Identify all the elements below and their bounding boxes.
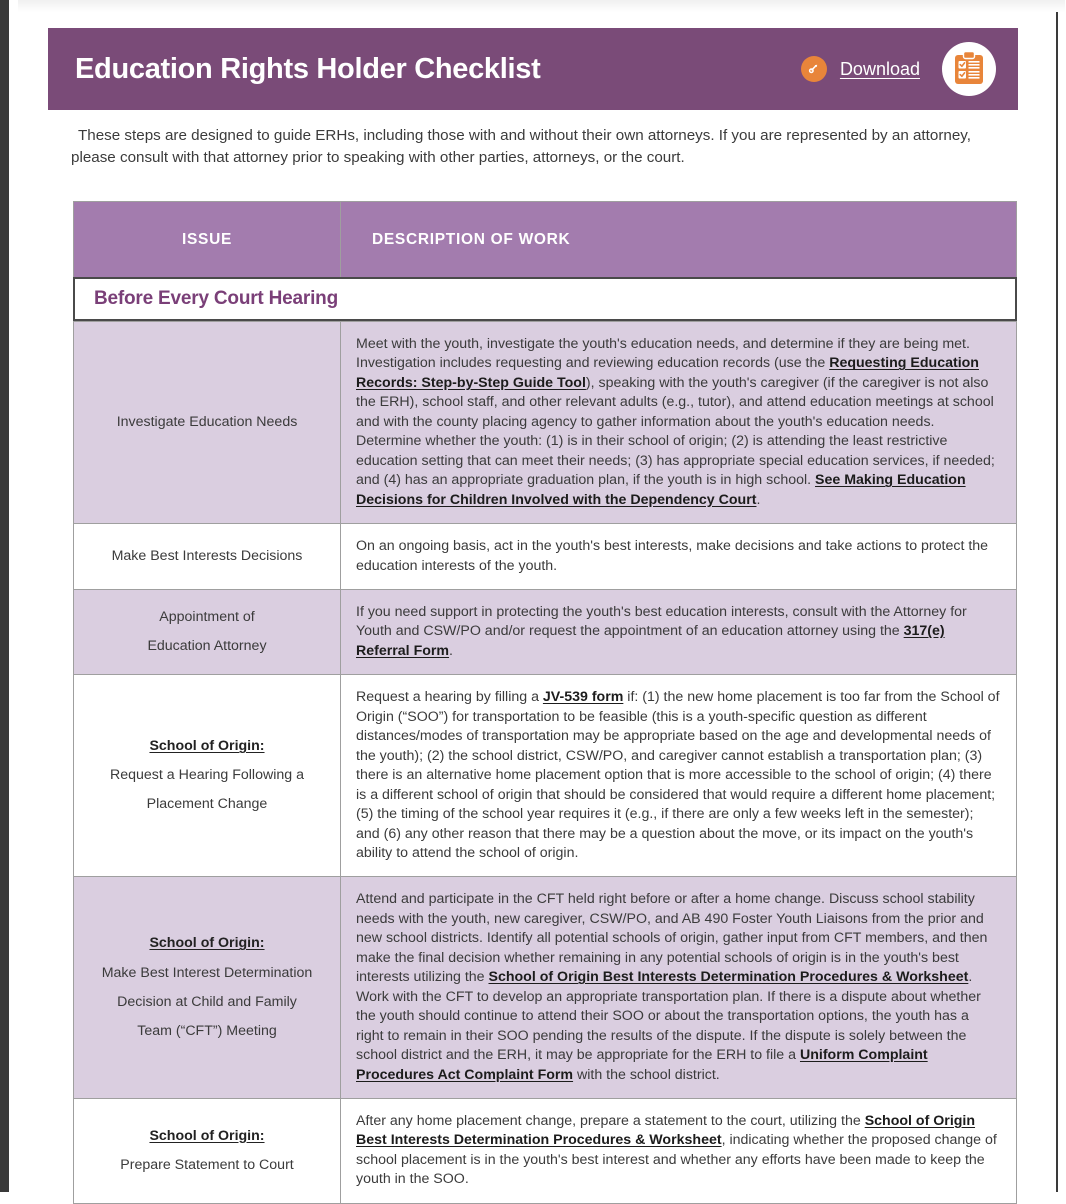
page-title: Education Rights Holder Checklist	[75, 52, 541, 85]
description-link[interactable]: JV-539 form	[542, 689, 624, 706]
cell-issue	[74, 675, 341, 876]
description-link[interactable]: School of Origin Best Interests Determination Procedures & Worksheet	[356, 1112, 976, 1149]
download-button[interactable]	[801, 56, 920, 82]
page-header-banner	[48, 28, 1018, 110]
intro-line-2: by an attorney, please consult with that attorney prior to speaking with other parties, attorneys, or the court.	[71, 127, 971, 167]
description-text: On an ongoing basis, act in the youth's best interests, make decisions and take actions to protect the education interests of the youth.	[356, 538, 989, 574]
table-row	[74, 674, 1016, 876]
issue-line: Team (“CFT”) Meeting	[137, 1022, 277, 1039]
description-link[interactable]: School of Origin Best Interests Determination Procedures & Worksheet	[488, 969, 969, 986]
cell-issue	[74, 877, 341, 1098]
issue-line: Placement Change	[146, 796, 268, 813]
column-header-description: DESCRIPTION OF WORK	[372, 230, 571, 248]
issue-line: School of Origin:	[149, 1127, 265, 1144]
description-text: .	[449, 642, 453, 659]
issue-line: Request a Hearing Following a	[109, 767, 304, 784]
issue-line: Make Best Interests Decisions	[111, 547, 303, 564]
document-page	[9, 0, 1056, 1192]
cell-description	[341, 1099, 1016, 1203]
description-link[interactable]: 317(e) Referral Form	[356, 623, 945, 659]
cell-issue	[74, 524, 341, 589]
description-text: Request a hearing by filling a	[356, 689, 543, 706]
table-row	[74, 321, 1016, 523]
cell-issue	[74, 590, 341, 674]
description-text: . Work with the CFT to develop an appropriate transportation plan. If there is a dispute about whether the youth should continue to attend their SOO or about the transportation options, the youth has a right to remain in their SOO pending the results of the dispute. If the dispute is solely between the school district and the ERH, it may be appropriate for the ERH to file a	[356, 969, 981, 1064]
table-row	[74, 589, 1016, 674]
description-text: Meet with the youth, investigate the youth's education needs, and determine if they are being met. Investigation includes requesting and reviewing education records (use the	[356, 336, 970, 372]
column-header-issue: ISSUE	[74, 202, 341, 277]
description-link[interactable]: Uniform Complaint Procedures Act Complaint Form	[356, 1047, 928, 1083]
cell-issue	[74, 322, 341, 523]
intro-line-1: These steps are designed to guide ERHs, including those with and without their own attorneys. If you are represented	[78, 127, 868, 144]
issue-line: Appointment of	[159, 609, 255, 626]
issue-line: School of Origin:	[149, 738, 265, 755]
description-link[interactable]: See Making Education Decisions for Children Involved with the Dependency Court	[356, 472, 966, 508]
cell-description	[341, 877, 1016, 1098]
description-text: .	[756, 491, 761, 508]
table-section-header	[73, 277, 1017, 321]
issue-line: School of Origin:	[149, 935, 265, 952]
section-title: Before Every Court Hearing	[94, 288, 338, 309]
link-circle-icon	[801, 56, 827, 82]
description-text: ), speaking with the youth's caregiver (if the caregiver is not also the ERH), school staff, and other relevant adults (e.g., tutor), and attend education meetings at school and with the county placing agency to gather information about the youth's education needs. Determine whether the youth: (1) is in their school of origin; (2) is attending the least restrictive education setting that can meet their needs; (3) has appropriate special education services, if needed; and (4) has an appropriate graduation plan, if the youth is in high school.	[356, 374, 995, 489]
issue-line: Prepare Statement to Court	[120, 1156, 294, 1173]
description-text: with the school district.	[573, 1066, 720, 1083]
issue-line: Make Best Interest Determination	[101, 964, 313, 981]
table-row	[74, 523, 1016, 589]
description-text: If you need support in protecting the youth's best education interests, consult with the Attorney for Youth and CSW/PO and/or request the appointment of an education attorney using the	[356, 603, 967, 640]
window-left-edge	[0, 0, 9, 1192]
cell-description	[341, 322, 1016, 523]
intro-paragraph	[71, 125, 1001, 169]
table-header-row	[74, 202, 1016, 277]
description-text: After any home placement change, prepare a statement to the court, utilizing the	[356, 1112, 865, 1129]
issue-line: Decision at Child and Family	[117, 993, 297, 1010]
issue-line: Investigate Education Needs	[116, 413, 298, 430]
checklist-table	[73, 201, 1017, 1204]
table-row	[74, 1098, 1016, 1203]
description-text: if: (1) the new home placement is too far from the School of Origin (“SOO”) for transportation to be feasible (this is a youth-specific question as different distances/modes of transportation may be appropriate based on the age and developmental needs of the youth); (2) the school district, CSW/PO, and caregiver cannot establish a transportation plan; (3) there is an alternative home placement option that is more accessible to the school of origin; (4) there is a different school of origin that should be considered that would require a different home placement; (5) the timing of the school year requires it (e.g., if there are only a few weeks left in the semester); and (6) any other reason that there may be a question about the move, or its impact on the youth's ability to attend the school of origin.	[356, 689, 1000, 861]
clipboard-checklist-icon	[942, 42, 996, 96]
issue-line: Education Attorney	[147, 638, 267, 655]
description-link[interactable]: Requesting Education Records: Step-by-Step Guide Tool	[356, 355, 979, 391]
description-text: , indicating whether the proposed change of school placement is in the youth's best interest and whether any efforts have been made to keep the youth in the SOO.	[356, 1132, 997, 1188]
cell-issue	[74, 1099, 341, 1203]
page-top-gradient	[18, 0, 1065, 12]
table-body	[74, 321, 1016, 1203]
download-label: Download	[839, 58, 920, 79]
cell-description	[341, 524, 1016, 589]
cell-description	[341, 590, 1016, 674]
window-right-scrollbar[interactable]	[1056, 0, 1066, 1192]
cell-description	[341, 675, 1016, 876]
description-text: Attend and participate in the CFT held right before or after a home change. Discuss school stability needs with the youth, new caregiver, CSW/PO, and AB 490 Foster Youth Liaisons from the prior and new school districts. Identify all potential schools of origin, gather input from CFT members, and then make the final decision whether remaining in any potential schools of origin is in the youth's best interests utilizing the	[356, 891, 988, 986]
table-row	[74, 876, 1016, 1098]
